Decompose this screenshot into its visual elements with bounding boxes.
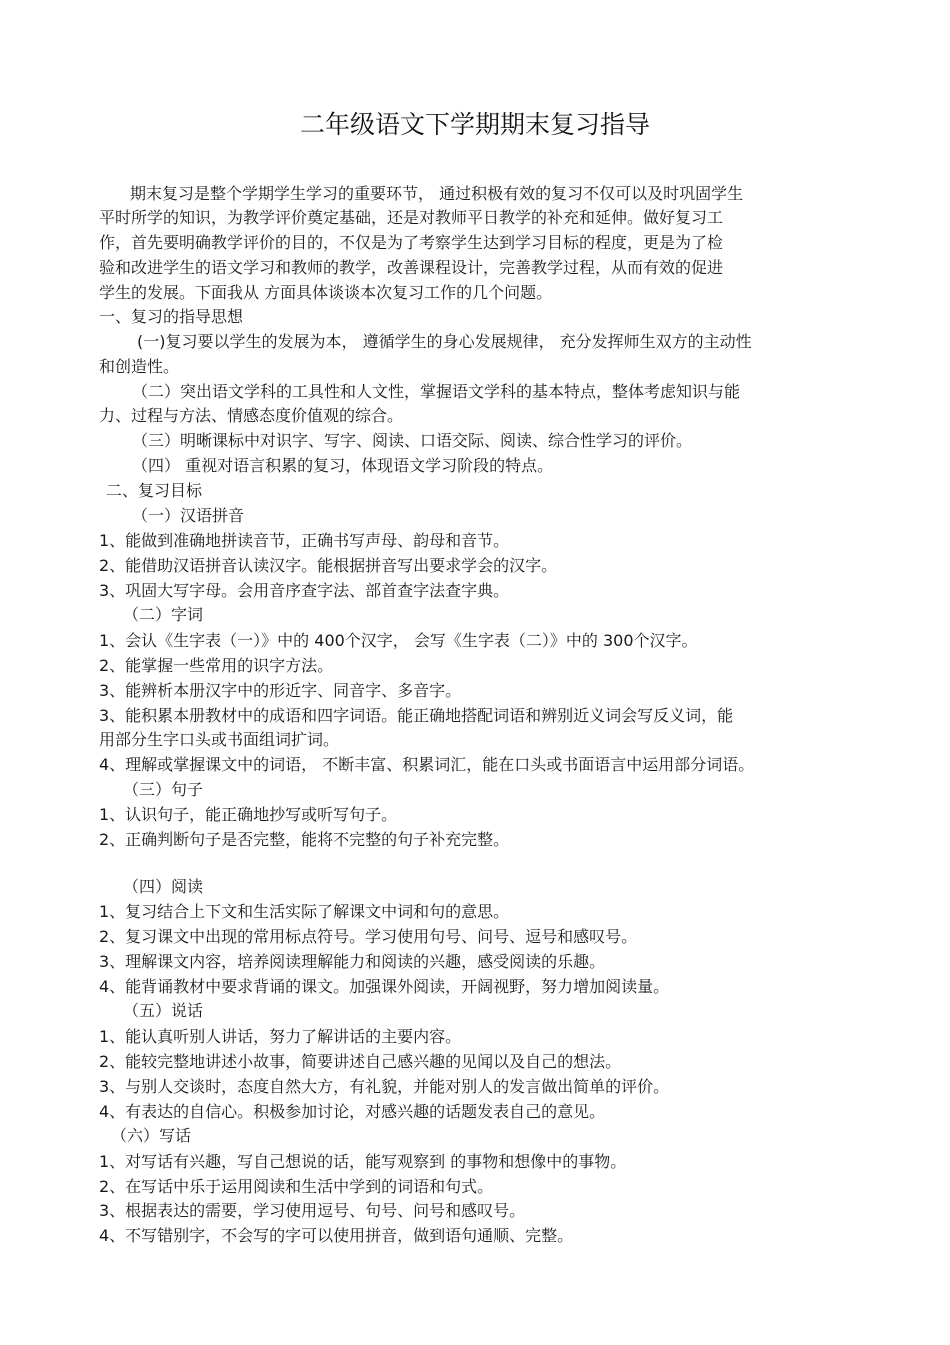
list-item: 2、能较完整地讲述小故事，简要讲述自己感兴趣的见闻以及自己的想法。 [99, 1052, 622, 1071]
list-item: 1、能认真听别人讲话，努力了解讲话的主要内容。 [99, 1027, 462, 1046]
intro-line: 验和改进学生的语文学习和教师的教学，改善课程设计，完善教学过程，从而有效的促进 [99, 258, 724, 277]
list-item: 1、复习结合上下文和生活实际了解课文中词和句的意思。 [99, 902, 510, 921]
list-item: 2、能掌握一些常用的识字方法。 [99, 656, 334, 675]
list-item: 4、不写错别字，不会写的字可以使用拼音，做到语句通顺、完整。 [99, 1226, 574, 1245]
paragraph-line: 力、过程与方法、情感态度价值观的综合。 [99, 406, 404, 425]
subsection-heading: （一）汉语拼音 [132, 506, 245, 525]
list-item: 用部分生字口头或书面组词扩词。 [99, 730, 340, 749]
list-item: 3、能辨析本册汉字中的形近字、同音字、多音字。 [99, 681, 462, 700]
section-heading: 二、复习目标 [106, 481, 203, 500]
intro-line: 作，首先要明确教学评价的目的，不仅是为了考察学生达到学习目标的程度，更是为了检 [99, 233, 724, 252]
intro-line: 期末复习是整个学期学生学习的重要环节， 通过积极有效的复习不仅可以及时巩固学生 [130, 184, 744, 203]
section-heading: 一、复习的指导思想 [99, 307, 244, 326]
list-item: 4、有表达的自信心。积极参加讨论，对感兴趣的话题发表自己的意见。 [99, 1102, 606, 1121]
paragraph-line: （四） 重视对语言积累的复习，体现语文学习阶段的特点。 [132, 456, 554, 475]
paragraph-line: （三）明晰课标中对识字、写字、阅读、口语交际、阅读、综合性学习的评价。 [132, 431, 693, 450]
list-item: 1、会认《生字表（一）》中的 400个汉字， 会写《生字表（二）》中的 300个汉字。 [99, 631, 698, 650]
document-title: 二年级语文下学期期末复习指导 [299, 110, 650, 139]
intro-line: 学生的发展。下面我从 方面具体谈谈本次复习工作的几个问题。 [99, 283, 553, 302]
list-item: 3、理解课文内容，培养阅读理解能力和阅读的兴趣，感受阅读的乐趣。 [99, 952, 606, 971]
subsection-heading: （三）句子 [123, 780, 204, 799]
paragraph-line: (一)复习要以学生的发展为本， 遵循学生的身心发展规律， 充分发挥师生双方的主动性 [137, 332, 752, 351]
list-item: 2、能借助汉语拼音认读汉字。能根据拼音写出要求学会的汉字。 [99, 556, 558, 575]
list-item: 3、巩固大写字母。会用音序查字法、部首查字法查字典。 [99, 581, 510, 600]
list-item: 4、理解或掌握课文中的词语， 不断丰富、积累词汇，能在口头或书面语言中运用部分词语。 [99, 755, 755, 774]
subsection-heading: （四）阅读 [123, 877, 204, 896]
subsection-heading: （二）字词 [123, 605, 204, 624]
paragraph-line: （二）突出语文学科的工具性和人文性，掌握语文学科的基本特点，整体考虑知识与能 [132, 382, 741, 401]
list-item: 3、与别人交谈时，态度自然大方，有礼貌，并能对别人的发言做出简单的评价。 [99, 1077, 670, 1096]
list-item: 1、对写话有兴趣，写自己想说的话，能写观察到 的事物和想像中的事物。 [99, 1152, 627, 1171]
subsection-heading: （六）写话 [111, 1126, 192, 1145]
list-item: 2、复习课文中出现的常用标点符号。学习使用句号、问号、逗号和感叹号。 [99, 927, 638, 946]
paragraph-line: 和创造性。 [99, 357, 180, 376]
list-item: 3、根据表达的需要，学习使用逗号、句号、问号和感叹号。 [99, 1201, 526, 1220]
list-item: 2、在写话中乐于运用阅读和生活中学到的词语和句式。 [99, 1177, 494, 1196]
intro-line: 平时所学的知识，为教学评价奠定基础，还是对教师平日教学的补充和延伸。做好复习工 [99, 208, 724, 227]
list-item: 2、正确判断句子是否完整，能将不完整的句子补充完整。 [99, 830, 510, 849]
subsection-heading: （五）说话 [123, 1001, 204, 1020]
list-item: 1、能做到准确地拼读音节，正确书写声母、韵母和音节。 [99, 531, 510, 550]
list-item: 1、认识句子，能正确地抄写或听写句子。 [99, 805, 398, 824]
list-item: 4、能背诵教材中要求背诵的课文。加强课外阅读，开阔视野，努力增加阅读量。 [99, 977, 670, 996]
list-item: 3、能积累本册教材中的成语和四字词语。能正确地搭配词语和辨别近义词会写反义词，能 [99, 706, 734, 725]
